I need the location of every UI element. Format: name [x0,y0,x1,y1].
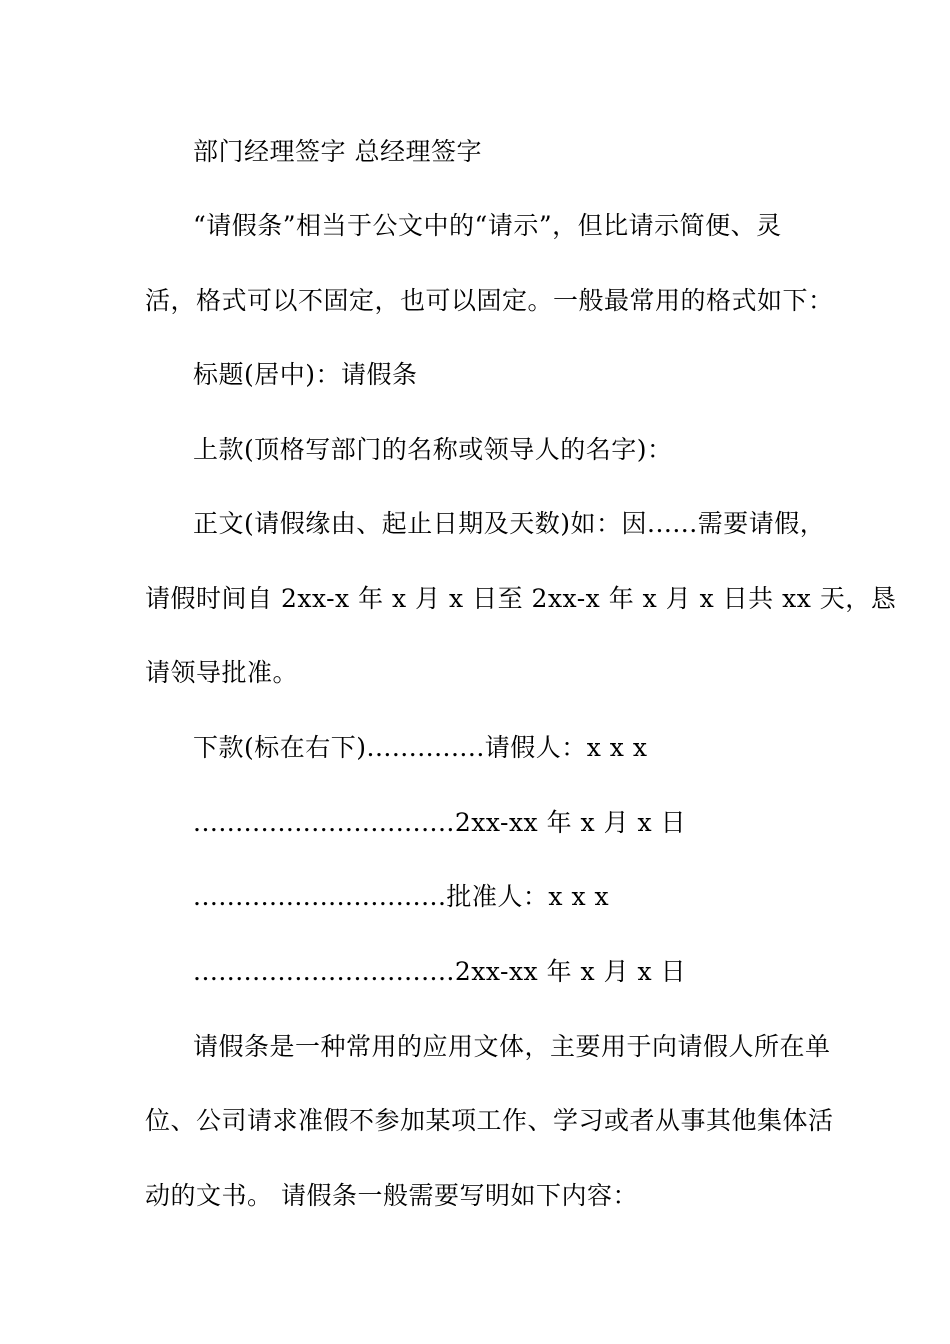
format-date-line: ...............................2xx-xx 年 x 月 x 日 [193,808,687,837]
paragraph-line: 动的文书。 请假条一般需要写明如下内容： [145,1181,638,1210]
format-body-line: 正文(请假缘由、起止日期及天数)如：因......需要请假， [193,509,826,538]
paragraph-line: 请假条是一种常用的应用文体，主要用于向请假人所在单 [193,1032,831,1061]
format-approver-line: ..............................批准人：x x x [193,882,610,911]
format-date-line: ...............................2xx-xx 年 x 月 x 日 [193,957,687,986]
paragraph-line: 位、公司请求准假不参加某项工作、学习或者从事其他集体活 [145,1106,834,1135]
format-title-line: 标题(居中)：请假条 [193,360,418,389]
format-body-line: 请假时间自 2xx-x 年 x 月 x 日至 2xx-x 年 x 月 x 日共 xx 天，恳 [145,584,897,613]
format-body-line: 请领导批准。 [145,658,299,687]
paragraph-line: 活，格式可以不固定，也可以固定。一般最常用的格式如下： [145,286,834,315]
paragraph-line: “请假条”相当于公文中的“请示”，但比请示简便、灵 [193,211,782,240]
format-closing-line: 下款(标在右下)..............请假人：x x x [193,733,648,762]
format-salutation-line: 上款(顶格写部门的名称或领导人的名字)： [193,435,673,464]
signature-line: 部门经理签字 总经理签字 [193,137,482,166]
